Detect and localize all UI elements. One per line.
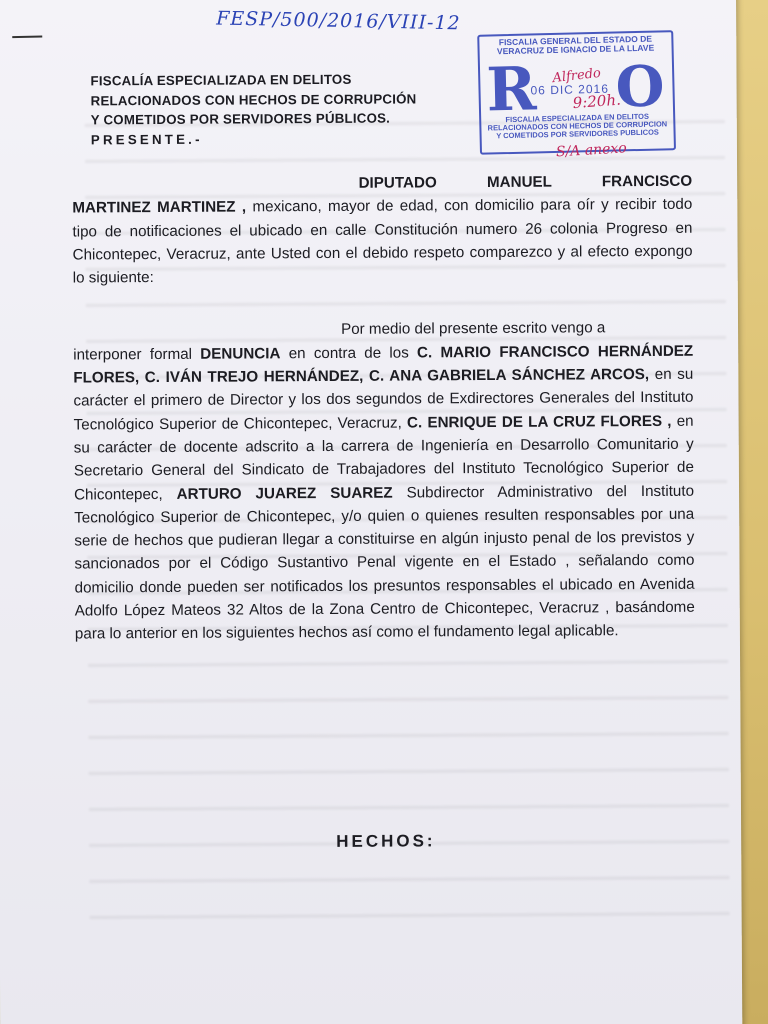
addressee-block <box>90 69 416 149</box>
addressee-line-3: Y COMETIDOS POR SERVIDORES PÚBLICOS. <box>90 110 391 128</box>
accused-names-1: C. MARIO FRANCISCO HERNÁNDEZ FLORES, C. IVÁN TREJO HERNÁNDEZ, C. ANA GABRIELA SÁNCHEZ ARCOS, <box>73 342 694 387</box>
complaint-text-4: en su carácter de docente adscrito a la carrera de Ingeniería en Desarrollo Comunitario y Secretario General del Sindicato de Trabajadores del Instituto Tecnológico Superior de Chicontepec, <box>73 412 694 504</box>
complainant-surname: MARTINEZ MARTINEZ , <box>72 198 247 217</box>
section-heading-hechos: HECHOS: <box>336 831 436 851</box>
paragraph-complainant <box>72 170 693 290</box>
complaint-text-3: en su carácter el primero de Director y los dos segundos de Exdirectores Generales del Instituto Tecnológico Superior de Chicontepec, Veracruz, <box>73 365 694 434</box>
stamp-handwritten-name: Alfredo <box>551 65 602 87</box>
stamp-footer-text: FISCALIA ESPECIALIZADA EN DELITOS RELACIONADOS CON HECHOS DE CORRUPCION Y COMETIDOS POR SERVIDORES PUBLICOS <box>487 111 668 141</box>
addressee-line-2: RELACIONADOS CON HECHOS DE CORRUPCIÓN <box>90 90 417 108</box>
complaint-opening: Por medio del presente escrito vengo a <box>340 319 606 339</box>
stamp-letter-r: R <box>485 54 538 126</box>
complaint-text-1: interponer formal <box>73 345 201 364</box>
complaint-text-5: Subdirector Administrativo del Instituto Tecnológico Superior de Chicontepec, y/o quien o quienes resulten responsables por una serie de hechos que pudieran llegar a constituirse en algún injusto penal de los previstos y sancionados por el Código Sustantivo Penal vigente en el Estado , señalando como domicilio donde pueden ser notificados los presuntos responsables el ubicado en Avenida Adolfo López Mateos 32 Altos de la Zona Centro de Chicontepec, Veracruz , basándome para lo anterior en los siguientes hechos así como el fundamento legal aplicable. <box>74 482 695 643</box>
top-margin-dash <box>12 35 42 38</box>
complaint-text-2: en contra de los <box>280 344 418 363</box>
stamp-handwritten-note: S/A anexo <box>555 140 628 161</box>
complaint-denuncia: DENUNCIA <box>200 345 281 363</box>
document-body <box>72 170 695 646</box>
reception-stamp <box>477 30 676 155</box>
stamp-handwritten-time: 9:20h. <box>572 90 622 113</box>
complainant-details: mexicano, mayor de edad, con domicilio para oír y recibir todo tipo de notificaciones el ubicado en calle Constitución numero 26 colonia Progreso en Chicontepec, Veracruz, ante Usted con el debido respeto comparezco y al efecto expongo lo siguiente: <box>72 196 693 287</box>
accused-names-3: ARTURO JUAREZ SUAREZ <box>176 484 393 503</box>
stamp-date: 06 DIC 2016 <box>530 81 610 98</box>
paragraph-complaint <box>73 316 695 646</box>
addressee-line-1: FISCALÍA ESPECIALIZADA EN DELITOS <box>90 71 352 89</box>
complainant-title: DIPUTADO MANUEL FRANCISCO <box>358 172 693 192</box>
stamp-letter-o: O <box>614 53 666 121</box>
handwritten-file-number: FESP/500/2016/VIII-12 <box>215 7 461 35</box>
stamp-header-text: FISCALIA GENERAL DEL ESTADO DE VERACRUZ DE IGNACIO DE LA LLAVE <box>496 33 655 57</box>
addressee-presente: PRESENTE.- <box>90 131 203 147</box>
accused-names-2: C. ENRIQUE DE LA CRUZ FLORES , <box>406 412 672 432</box>
